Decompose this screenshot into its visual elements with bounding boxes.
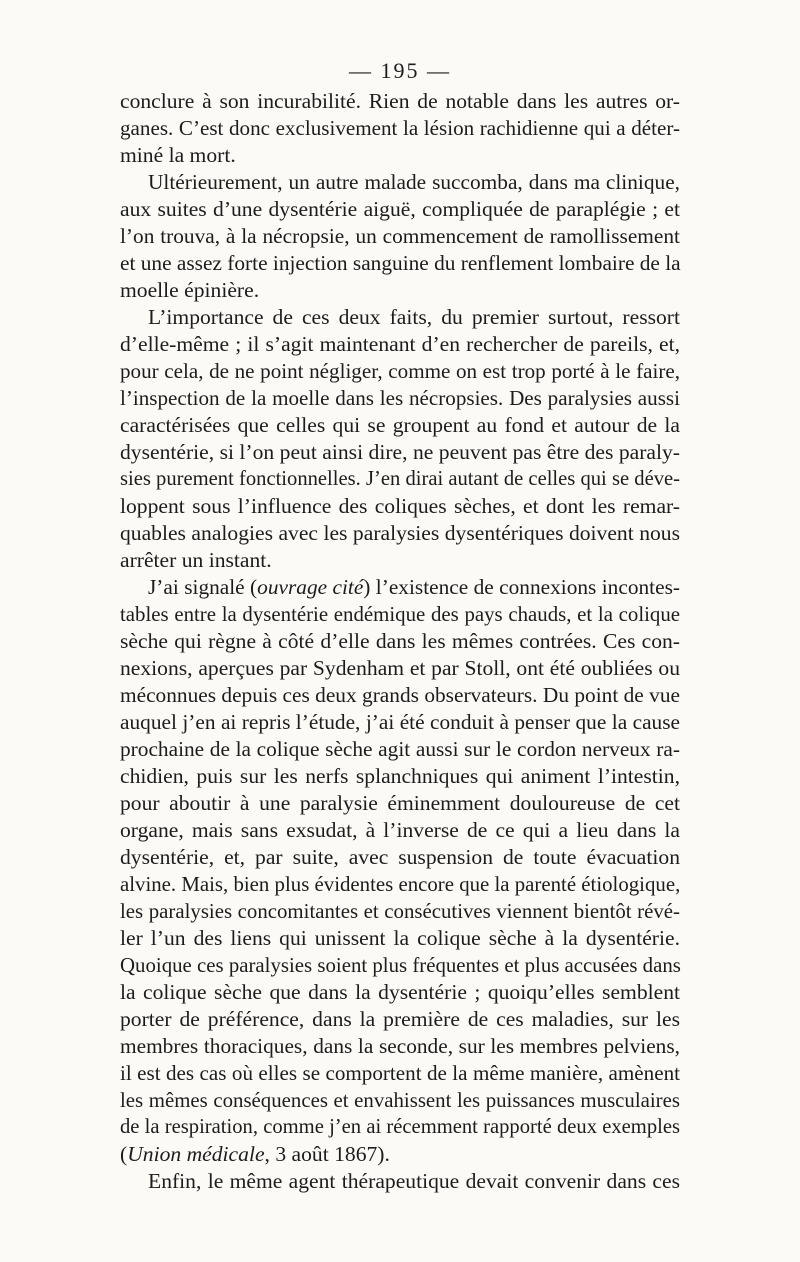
text-line: les paralysies concomitantes et consécutives viennent bientôt révé- [120,899,680,923]
page-number: — 195 — [349,58,451,83]
text-line: prochaine de la colique sèche agit aussi sur le cordon nerveux ra- [120,737,680,761]
text-line [148,574,680,601]
text-line [120,1141,680,1168]
text-line: Ultérieurement, un autre malade succomba, dans ma clinique, [148,170,680,194]
text-line: aux suites d’une dysentérie aiguë, compliquée de paraplégie ; et [120,197,680,221]
text-line: alvine. Mais, bien plus évidentes encore que la parenté étiologique, [120,872,681,896]
text-line: il est des cas où elles se comportent de la même manière, amènent [120,1061,680,1085]
citation-italic: ouvrage cité [257,575,364,599]
text-line: dysentérie, si l’on peut ainsi dire, ne peuvent pas être des paraly- [120,440,680,464]
text-line: porter de préférence, dans la première de ces maladies, sur les [120,1007,680,1031]
text-line: sèche qui règne à côté d’elle dans les mêmes contrées. Ces con- [120,629,680,653]
text-line: arrêter un instant. [120,548,272,572]
text-line: ganes. C’est donc exclusivement la lésion rachidienne qui a déter- [120,116,680,140]
text-line: l’on trouva, à la nécropsie, un commencement de ramollissement [120,224,680,248]
text-line: auquel j’en ai repris l’étude, j’ai été conduit à penser que la cause [120,710,680,734]
text-line: Enfin, le même agent thérapeutique devait convenir dans ces [148,1169,680,1193]
text-line: nexions, aperçues par Sydenham et par Stoll, ont été oubliées ou [120,656,680,680]
text-line: L’importance de ces deux faits, du premier surtout, ressort [148,305,680,329]
text-line: quables analogies avec les paralysies dysentériques doivent nous [120,521,680,545]
text-line: conclure à son incurabilité. Rien de notable dans les autres or- [120,89,680,113]
text-line: chidien, puis sur les nerfs splanchniques qui animent l’intestin, [120,764,680,788]
text-line: ler l’un des liens qui unissent la colique sèche à la dysentérie. [120,926,680,950]
text-line: Quoique ces paralysies soient plus fréquentes et plus accusées dans [120,953,681,977]
text-line: et une assez forte injection sanguine du renflement lombaire de la [120,251,681,275]
text-line: dysentérie, et, par suite, avec suspension de toute évacuation [120,845,680,869]
text-line: caractérisées que celles qui se groupent au fond et autour de la [120,413,680,437]
text-segment: ) l’existence de connexions incontes- [363,575,680,599]
text-line: loppent sous l’influence des coliques sèches, et dont les remar- [120,494,680,518]
text-line: sies purement fonctionnelles. J’en dirai autant de celles qui se déve- [120,468,680,490]
citation-italic: Union médicale [127,1142,265,1166]
text-line: tables entre la dysentérie endémique des pays chauds, et la colique [120,602,680,626]
text-line: méconnues depuis ces deux grands observateurs. Du point de vue [120,683,680,707]
text-line: pour aboutir à une paralysie éminemment douloureuse de cet [120,791,680,815]
text-segment: ( [120,1142,128,1166]
text-line: moelle épinière. [120,278,260,302]
text-line: de la respiration, comme j’en ai récemment rapporté deux exemples [120,1116,680,1138]
text-line: membres thoraciques, dans la seconde, sur les membres pelviens, [120,1034,680,1058]
text-line: les mêmes conséquences et envahissent les puissances musculaires [120,1088,680,1112]
text-segment: , 3 août 1867). [264,1142,390,1166]
text-line: la colique sèche que dans la dysentérie ; quoiqu’elles semblent [120,980,680,1004]
text-line: miné la mort. [120,143,236,167]
text-line: d’elle-même ; il s’agit maintenant d’en rechercher de pareils, et, [120,332,680,356]
text-line: organe, mais sans exsudat, à l’inverse de ce qui a lieu dans la [120,818,680,842]
text-segment: J’ai signalé ( [148,575,258,599]
text-line: pour cela, de ne point négliger, comme on est trop porté à le faire, [120,359,680,383]
text-line: l’inspection de la moelle dans les nécropsies. Des paralysies aussi [120,386,680,410]
